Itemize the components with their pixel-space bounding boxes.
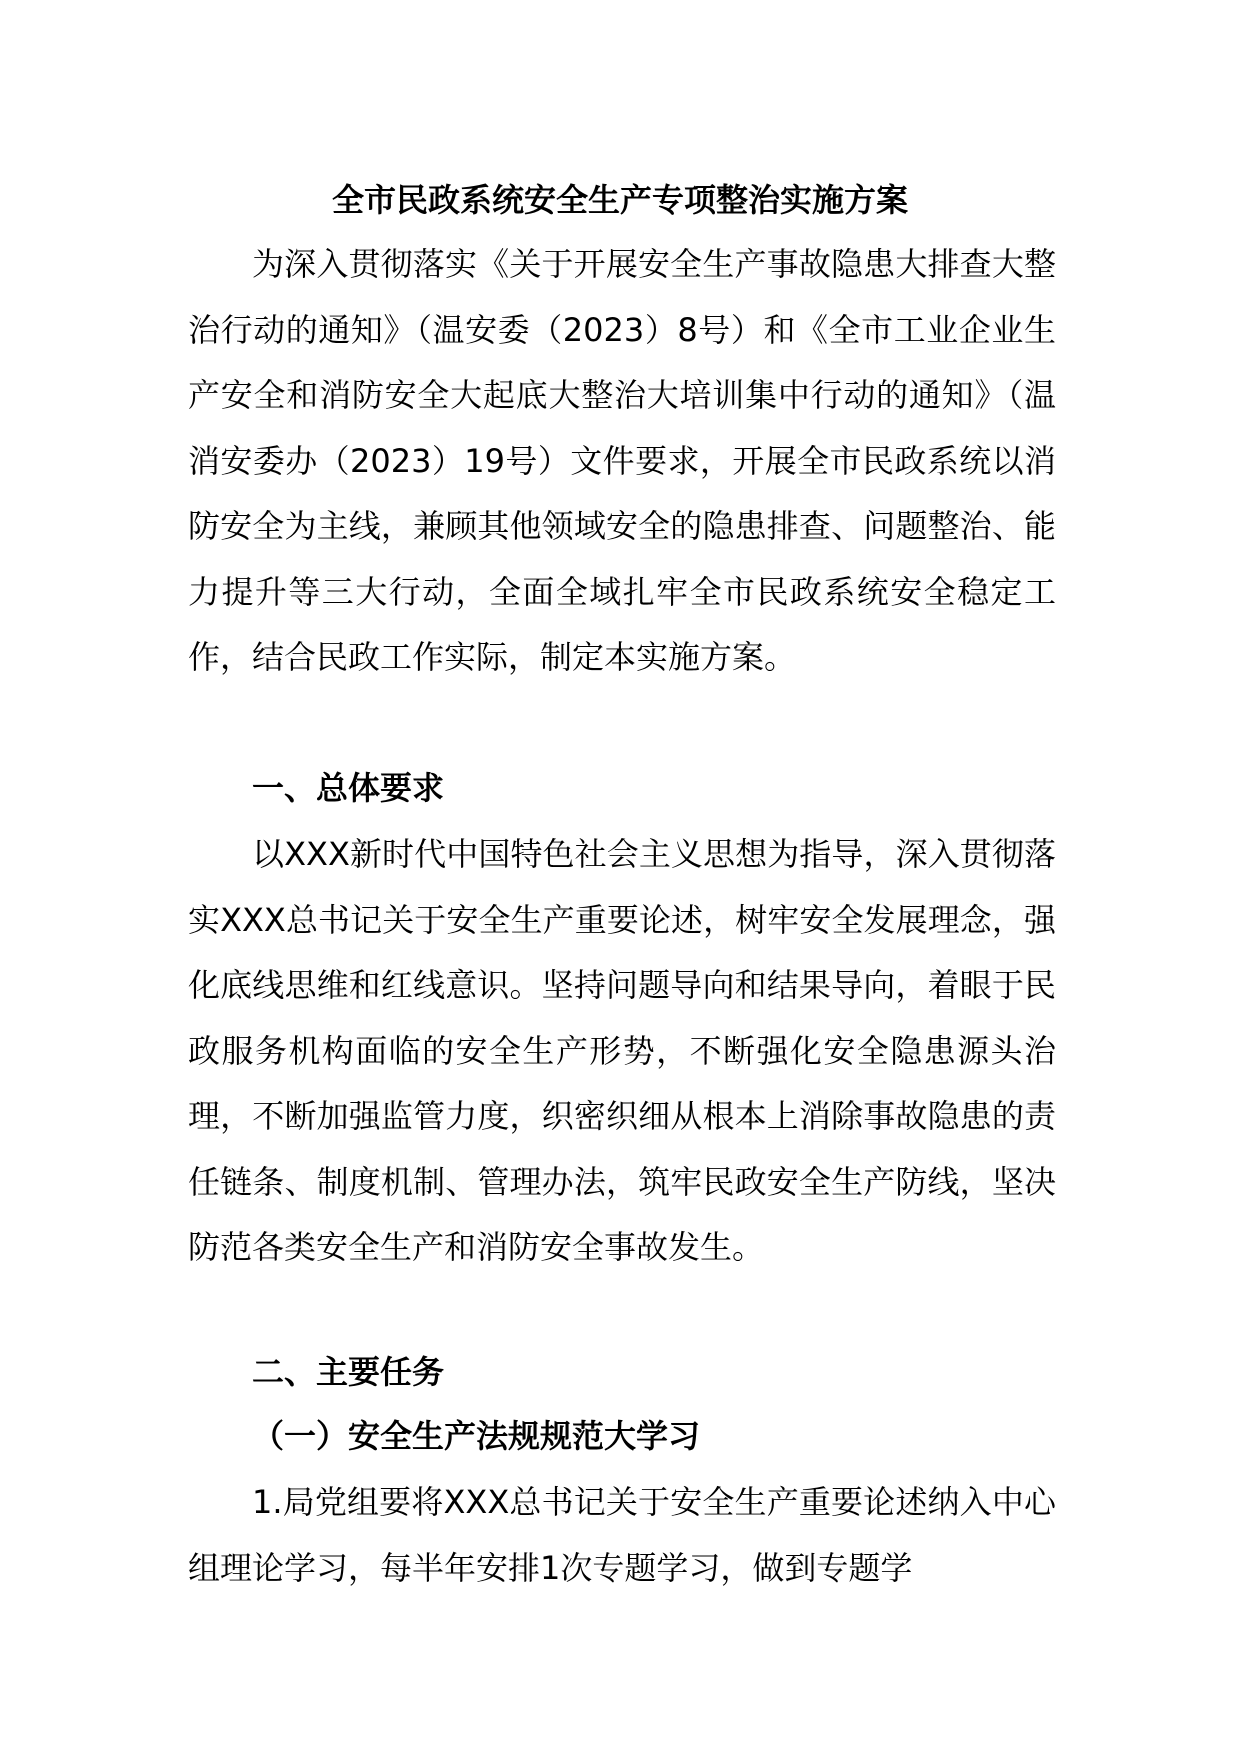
subsection-heading-regulation-study: （一）安全生产法规规范大学习	[252, 1417, 701, 1455]
intro-paragraph: 为深入贯彻落实《关于开展安全生产事故隐患大排查大整治行动的通知》（温安委（2023）8号）和《全市工业企业生产安全和消防安全大起底大整治大培训集中行动的通知》（温消安委办（2023）19号）文件要求，开展全市民政系统以消防安全为主线，兼顾其他领域安全的隐患排查、问题整治、能力提升等三大行动，全面全域扎牢全市民政系统安全稳定工作，结合民政工作实际，制定本实施方案。	[188, 245, 1056, 676]
general-requirements-paragraph: 以XXX新时代中国特色社会主义思想为指导，深入贯彻落实XXX总书记关于安全生产重要论述，树牢安全发展理念，强化底线思维和红线意识。坚持问题导向和结果导向，着眼于民政服务机构面临的安全生产形势，不断强化安全隐患源头治理，不断加强监管力度，织密织细从根本上消除事故隐患的责任链条、制度机制、管理办法，筑牢民政安全生产防线，坚决防范各类安全生产和消防安全事故发生。	[188, 835, 1056, 1266]
document-title: 全市民政系统安全生产专项整治实施方案	[331, 181, 908, 219]
section-heading-main-tasks: 二、主要任务	[252, 1353, 445, 1391]
section-heading-general-requirements: 一、总体要求	[252, 769, 445, 807]
regulation-study-paragraph: 1.局党组要将XXX总书记关于安全生产重要论述纳入中心组理论学习，每半年安排1次专题学习，做到专题学	[188, 1483, 1056, 1587]
